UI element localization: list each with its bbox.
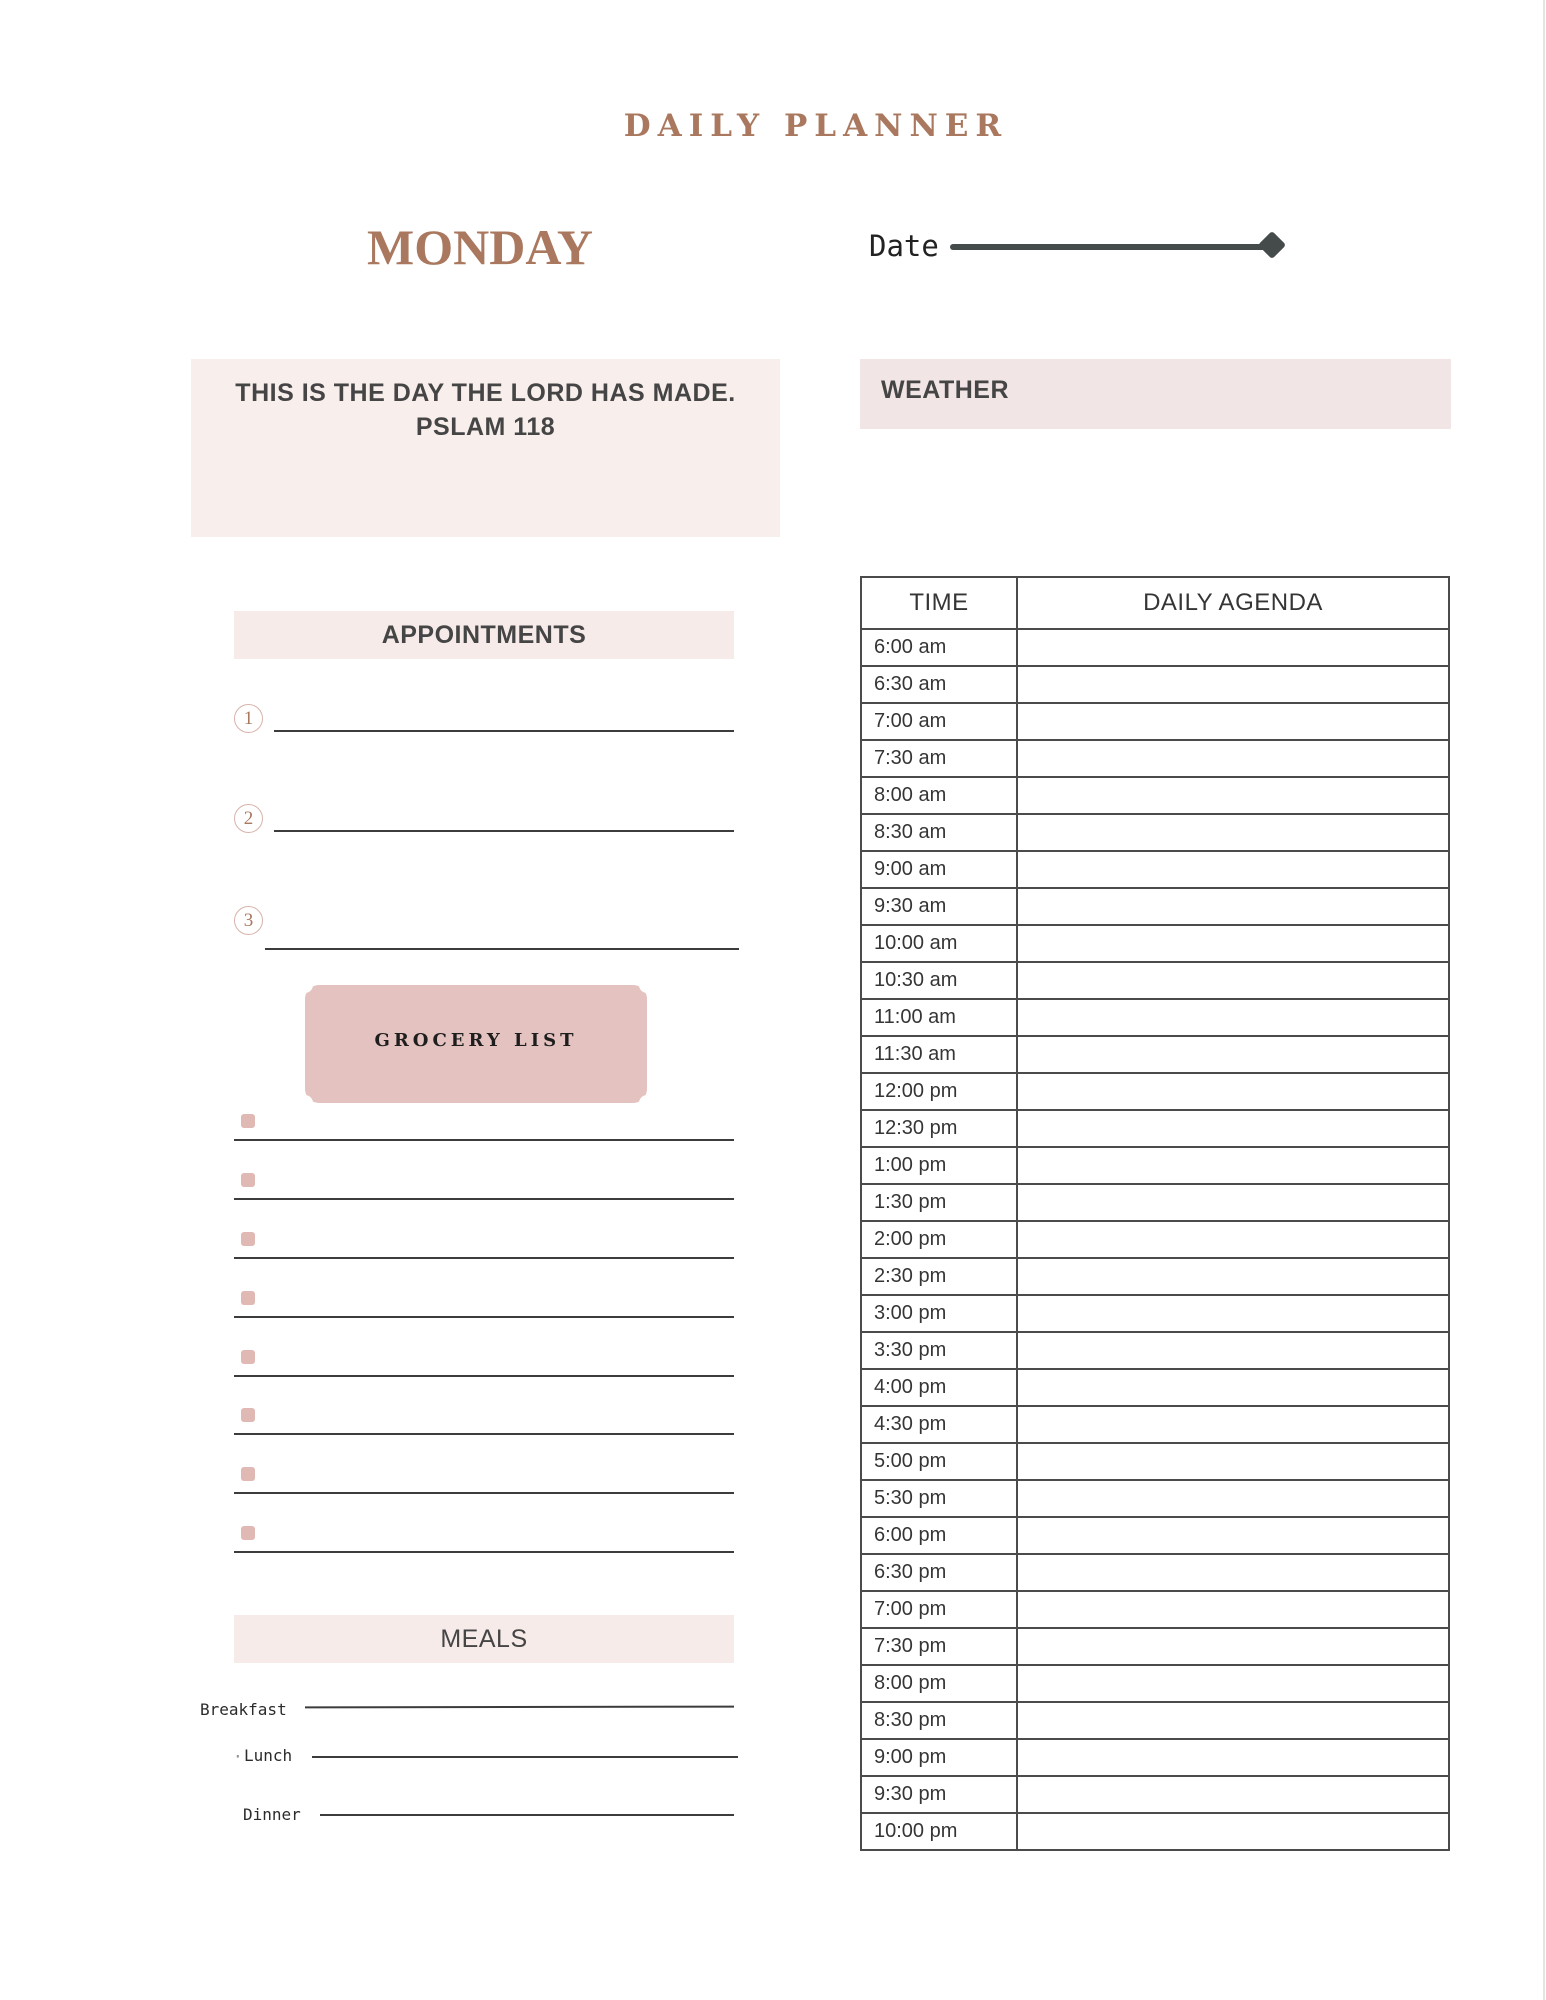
- table-row: [861, 1813, 1449, 1850]
- agenda-entry-cell[interactable]: [1017, 1221, 1449, 1258]
- time-cell: 8:00 pm: [861, 1665, 1017, 1702]
- table-row: [861, 1628, 1449, 1665]
- time-cell: 2:00 pm: [861, 1221, 1017, 1258]
- table-row: [861, 888, 1449, 925]
- checkbox-icon[interactable]: [241, 1350, 255, 1364]
- grocery-line[interactable]: [234, 1316, 734, 1318]
- time-cell: 1:00 pm: [861, 1147, 1017, 1184]
- agenda-entry-cell[interactable]: [1017, 1073, 1449, 1110]
- agenda-entry-cell[interactable]: [1017, 814, 1449, 851]
- time-cell: 7:00 am: [861, 703, 1017, 740]
- agenda-entry-cell[interactable]: [1017, 1776, 1449, 1813]
- time-column-header: TIME: [861, 577, 1017, 629]
- dinner-label: Dinner: [243, 1805, 301, 1824]
- checkbox-icon[interactable]: [241, 1173, 255, 1187]
- table-row: [861, 1221, 1449, 1258]
- time-cell: 3:30 pm: [861, 1332, 1017, 1369]
- meals-heading: MEALS: [234, 1615, 734, 1663]
- time-cell: 4:30 pm: [861, 1406, 1017, 1443]
- day-heading: MONDAY: [367, 219, 593, 275]
- table-row: [861, 703, 1449, 740]
- agenda-entry-cell[interactable]: [1017, 703, 1449, 740]
- dot-icon: ·: [233, 1747, 243, 1766]
- table-row: [861, 1332, 1449, 1369]
- agenda-entry-cell[interactable]: [1017, 1628, 1449, 1665]
- agenda-entry-cell[interactable]: [1017, 1739, 1449, 1776]
- appointment-line-1[interactable]: [274, 730, 734, 732]
- agenda-table: [860, 576, 1450, 1851]
- table-row: [861, 1295, 1449, 1332]
- agenda-entry-cell[interactable]: [1017, 851, 1449, 888]
- date-line[interactable]: [950, 244, 1272, 250]
- grocery-line[interactable]: [234, 1433, 734, 1435]
- agenda-entry-cell[interactable]: [1017, 1110, 1449, 1147]
- agenda-entry-cell[interactable]: [1017, 666, 1449, 703]
- agenda-entry-cell[interactable]: [1017, 1443, 1449, 1480]
- table-row: [861, 1480, 1449, 1517]
- breakfast-line[interactable]: [305, 1706, 734, 1708]
- time-cell: 12:00 pm: [861, 1073, 1017, 1110]
- time-cell: 7:00 pm: [861, 1591, 1017, 1628]
- time-cell: 8:30 am: [861, 814, 1017, 851]
- agenda-entry-cell[interactable]: [1017, 999, 1449, 1036]
- agenda-entry-cell[interactable]: [1017, 888, 1449, 925]
- checkbox-icon[interactable]: [241, 1526, 255, 1540]
- agenda-entry-cell[interactable]: [1017, 1517, 1449, 1554]
- time-cell: 9:30 am: [861, 888, 1017, 925]
- agenda-entry-cell[interactable]: [1017, 1184, 1449, 1221]
- lunch-label: Lunch: [244, 1746, 293, 1765]
- appointment-line-2[interactable]: [274, 830, 734, 832]
- grocery-line[interactable]: [234, 1375, 734, 1377]
- checkbox-icon[interactable]: [241, 1291, 255, 1305]
- number-1-icon: 1: [234, 704, 263, 733]
- tag-notch: [297, 977, 313, 993]
- checkbox-icon[interactable]: [241, 1408, 255, 1422]
- time-cell: 10:00 pm: [861, 1813, 1017, 1850]
- agenda-entry-cell[interactable]: [1017, 1702, 1449, 1739]
- time-cell: 2:30 pm: [861, 1258, 1017, 1295]
- grocery-list-title: GROCERY LIST: [374, 1030, 578, 1051]
- table-row: [861, 1073, 1449, 1110]
- agenda-body: [861, 629, 1449, 1850]
- table-row: [861, 1591, 1449, 1628]
- grocery-line[interactable]: [234, 1198, 734, 1200]
- agenda-entry-cell[interactable]: [1017, 1665, 1449, 1702]
- agenda-entry-cell[interactable]: [1017, 1591, 1449, 1628]
- tag-notch: [639, 1095, 655, 1111]
- appointments-heading: APPOINTMENTS: [234, 611, 734, 659]
- table-row: [861, 851, 1449, 888]
- agenda-entry-cell[interactable]: [1017, 1406, 1449, 1443]
- number-3-icon: 3: [234, 906, 263, 935]
- time-cell: 6:00 am: [861, 629, 1017, 666]
- agenda-entry-cell[interactable]: [1017, 740, 1449, 777]
- time-cell: 5:00 pm: [861, 1443, 1017, 1480]
- time-cell: 4:00 pm: [861, 1369, 1017, 1406]
- table-row: [861, 1406, 1449, 1443]
- time-cell: 5:30 pm: [861, 1480, 1017, 1517]
- checkbox-icon[interactable]: [241, 1467, 255, 1481]
- table-row: [861, 1147, 1449, 1184]
- breakfast-label: Breakfast: [200, 1700, 287, 1719]
- table-row: [861, 1369, 1449, 1406]
- time-cell: 10:00 am: [861, 925, 1017, 962]
- agenda-entry-cell[interactable]: [1017, 962, 1449, 999]
- tag-notch: [297, 1095, 313, 1111]
- table-row: [861, 1258, 1449, 1295]
- time-cell: 11:00 am: [861, 999, 1017, 1036]
- agenda-entry-cell[interactable]: [1017, 1147, 1449, 1184]
- weather-label: WEATHER: [881, 376, 1010, 404]
- agenda-header-row: [861, 577, 1449, 629]
- time-cell: 10:30 am: [861, 962, 1017, 999]
- table-row: [861, 1665, 1449, 1702]
- appointment-line-3[interactable]: [265, 948, 739, 950]
- grocery-line[interactable]: [234, 1492, 734, 1494]
- table-row: [861, 777, 1449, 814]
- checkbox-icon[interactable]: [241, 1114, 255, 1128]
- time-cell: 3:00 pm: [861, 1295, 1017, 1332]
- agenda-entry-cell[interactable]: [1017, 1480, 1449, 1517]
- checkbox-icon[interactable]: [241, 1232, 255, 1246]
- time-cell: 1:30 pm: [861, 1184, 1017, 1221]
- agenda-column-header: DAILY AGENDA: [1017, 577, 1449, 629]
- dinner-line[interactable]: [320, 1814, 734, 1816]
- table-row: [861, 814, 1449, 851]
- time-cell: 8:30 pm: [861, 1702, 1017, 1739]
- page-edge: [1543, 0, 1545, 2000]
- time-cell: 8:00 am: [861, 777, 1017, 814]
- time-cell: 7:30 am: [861, 740, 1017, 777]
- agenda-entry-cell[interactable]: [1017, 1036, 1449, 1073]
- table-row: [861, 925, 1449, 962]
- table-row: [861, 1554, 1449, 1591]
- time-cell: 11:30 am: [861, 1036, 1017, 1073]
- table-row: [861, 1184, 1449, 1221]
- table-row: [861, 1702, 1449, 1739]
- table-row: [861, 740, 1449, 777]
- quote-text: [191, 376, 780, 444]
- grocery-line[interactable]: [234, 1257, 734, 1259]
- date-label: Date: [869, 229, 939, 263]
- quote-line-1: THIS IS THE DAY THE LORD HAS MADE.: [235, 379, 736, 407]
- page-title: DAILY PLANNER: [623, 108, 1009, 144]
- agenda-entry-cell[interactable]: [1017, 1813, 1449, 1850]
- table-row: [861, 666, 1449, 703]
- grocery-line[interactable]: [234, 1551, 734, 1553]
- table-row: [861, 999, 1449, 1036]
- grocery-line[interactable]: [234, 1139, 734, 1141]
- agenda-entry-cell[interactable]: [1017, 1258, 1449, 1295]
- time-cell: 6:30 am: [861, 666, 1017, 703]
- number-2-icon: 2: [234, 804, 263, 833]
- agenda-entry-cell[interactable]: [1017, 1369, 1449, 1406]
- table-row: [861, 1776, 1449, 1813]
- diamond-icon: [1258, 231, 1286, 259]
- agenda-entry-cell[interactable]: [1017, 1332, 1449, 1369]
- agenda-entry-cell[interactable]: [1017, 925, 1449, 962]
- time-cell: 9:30 pm: [861, 1776, 1017, 1813]
- tag-notch: [639, 977, 655, 993]
- table-row: [861, 1110, 1449, 1147]
- agenda-entry-cell[interactable]: [1017, 629, 1449, 666]
- table-row: [861, 1443, 1449, 1480]
- agenda-entry-cell[interactable]: [1017, 1295, 1449, 1332]
- table-row: [861, 1739, 1449, 1776]
- table-row: [861, 962, 1449, 999]
- agenda-entry-cell[interactable]: [1017, 777, 1449, 814]
- table-row: [861, 1517, 1449, 1554]
- time-cell: 9:00 am: [861, 851, 1017, 888]
- table-row: [861, 629, 1449, 666]
- time-cell: 6:00 pm: [861, 1517, 1017, 1554]
- lunch-line[interactable]: [312, 1756, 738, 1758]
- table-row: [861, 1036, 1449, 1073]
- time-cell: 12:30 pm: [861, 1110, 1017, 1147]
- time-cell: 7:30 pm: [861, 1628, 1017, 1665]
- time-cell: 6:30 pm: [861, 1554, 1017, 1591]
- quote-line-2: PSLAM 118: [415, 413, 556, 441]
- time-cell: 9:00 pm: [861, 1739, 1017, 1776]
- agenda-entry-cell[interactable]: [1017, 1554, 1449, 1591]
